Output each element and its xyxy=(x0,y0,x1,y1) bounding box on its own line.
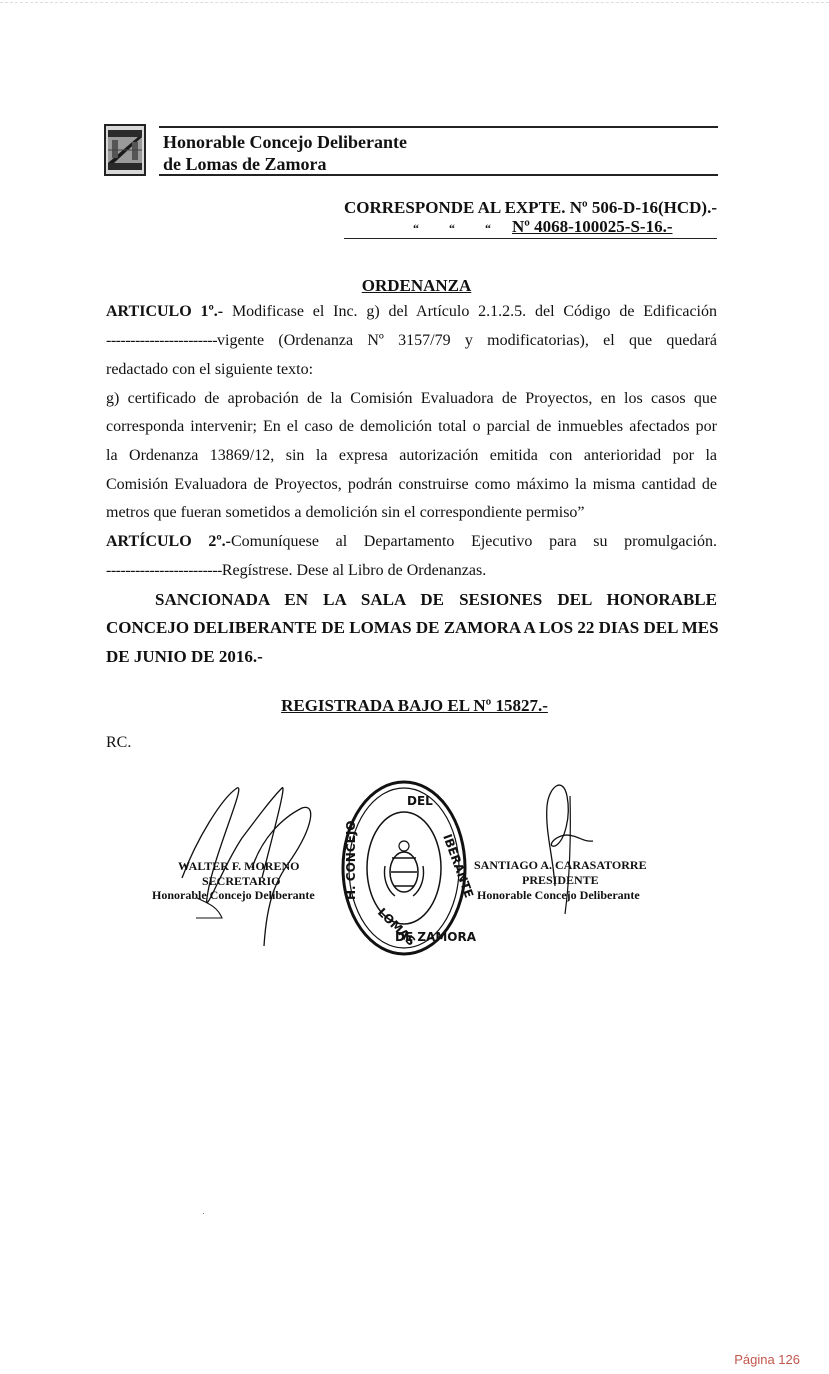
article-1-line xyxy=(106,302,717,322)
council-seal xyxy=(339,778,477,958)
document-title: ORDENANZA xyxy=(361,276,472,295)
article-1-text: Modificase el Inc. g) del Artículo 2.1.2.5. del Código de Edificación xyxy=(231,303,717,320)
secretary-name: WALTER F. MORENO xyxy=(178,859,300,873)
file-reference-line1: CORRESPONDE AL EXPTE. Nº 506-D-16(HCD).- xyxy=(343,198,717,217)
secretary-role: SECRETARIO xyxy=(202,874,281,888)
ditto-mark: “ xyxy=(449,221,455,235)
article-1-line: g) certificado de aprobación de la Comisión Evaluadora de Proyectos, en los casos que xyxy=(106,390,717,407)
typist-initials: RC. xyxy=(106,734,132,751)
letterhead-org-city: de Lomas de Zamora xyxy=(163,154,327,174)
letterhead-rule-bottom xyxy=(159,174,718,176)
svg-text:IBERANTE: IBERANTE xyxy=(440,832,477,900)
svg-text:H. CONCEJO: H. CONCEJO xyxy=(344,820,358,900)
council-logo xyxy=(104,124,146,176)
article-1-line xyxy=(106,331,717,351)
article-2-line xyxy=(106,532,717,552)
president-role: PRESIDENTE xyxy=(522,873,599,887)
ditto-mark: “ xyxy=(485,221,491,235)
sanction-line: SANCIONADA EN LA SALA DE SESIONES DEL HONORABLE xyxy=(155,590,717,609)
letterhead-rule-top xyxy=(159,126,718,128)
article-2-text: Comuníquese al Departamento Ejecutivo para su promulgación. xyxy=(230,533,718,550)
president-org: Honorable Concejo Deliberante xyxy=(477,888,640,902)
article-1-line: la Ordenanza 13869/12, sin la expresa autorización emitida con anterioridad por la xyxy=(106,447,717,464)
svg-text:DEL: DEL xyxy=(407,794,433,808)
article-2-line xyxy=(106,561,717,581)
page-number: Página 126 xyxy=(734,1352,800,1367)
article-1-line: Comisión Evaluadora de Proyectos, podrán construirse como máximo la misma cantidad de xyxy=(106,476,717,493)
letterhead-org-name: Honorable Concejo Deliberante xyxy=(163,132,407,152)
scan-speck xyxy=(203,1213,204,1214)
secretary-org: Honorable Concejo Deliberante xyxy=(152,888,315,902)
filler-dashes: ----------------------- xyxy=(106,332,218,349)
article-1-line: corresponda intervenir; En el caso de demolición total o parcial de inmuebles afectados por xyxy=(106,418,717,435)
article-1-text: vigente (Ordenanza Nº 3157/79 y modificatorias), el que quedará xyxy=(217,332,717,349)
article-1-line: redactado con el siguiente texto: xyxy=(106,361,314,378)
sanction-line: DE JUNIO DE 2016.- xyxy=(106,647,263,666)
article-1-line: metros que fueran sometidos a demolición sin el correspondiente permiso” xyxy=(106,504,585,521)
file-reference-line2 xyxy=(344,217,717,239)
registration-number: REGISTRADA BAJO EL Nº 15827.- xyxy=(281,696,548,715)
page-top-edge xyxy=(0,2,829,3)
article-2-text: Regístrese. Dese al Libro de Ordenanzas. xyxy=(221,562,487,579)
filler-dashes: ------------------------ xyxy=(106,562,222,579)
article-1-label: ARTICULO 1º.- xyxy=(106,303,224,320)
file-number: Nº 4068-100025-S-16.- xyxy=(512,217,673,236)
sanction-line: CONCEJO DELIBERANTE DE LOMAS DE ZAMORA A LOS 22 DIAS DEL MES xyxy=(106,618,719,637)
president-name: SANTIAGO A. CARASATORRE xyxy=(474,858,647,872)
secretary-signature xyxy=(152,778,342,948)
svg-text:LOMAS: LOMAS xyxy=(374,905,419,949)
svg-text:DE ZAMORA: DE ZAMORA xyxy=(395,930,476,944)
article-2-label: ARTÍCULO 2º.- xyxy=(106,533,231,550)
ditto-mark: “ xyxy=(413,221,419,235)
